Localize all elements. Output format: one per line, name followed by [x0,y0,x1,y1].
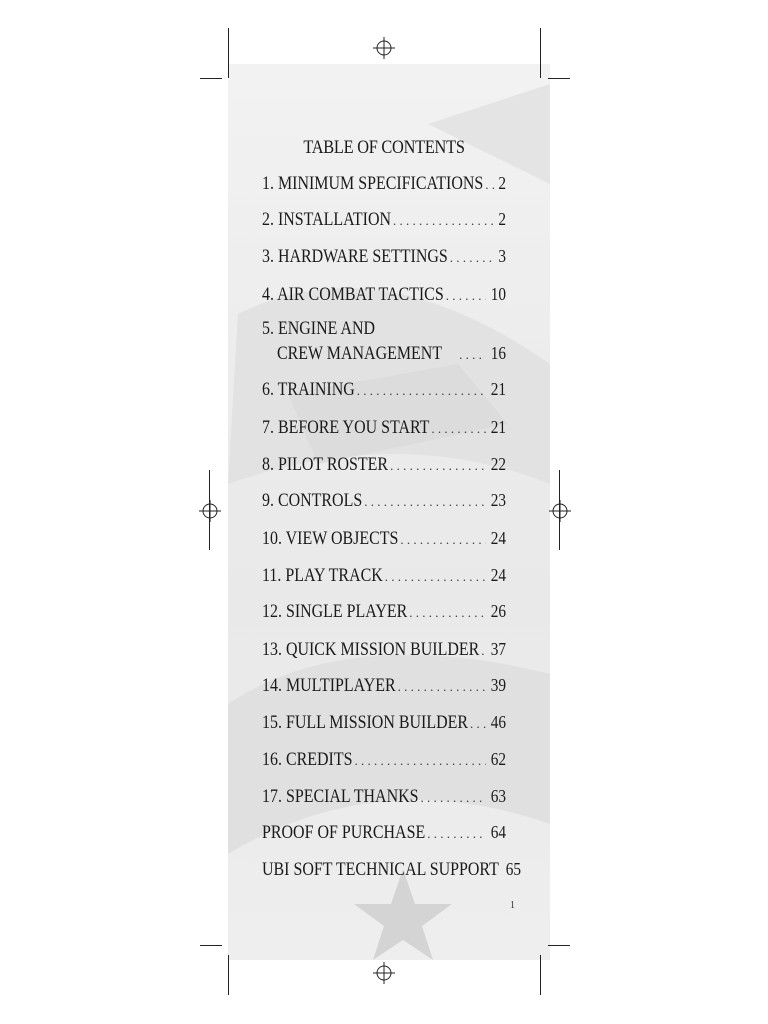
toc-entry-label: 17. SPECIAL THANKS [262,786,419,807]
page-number: 1 [510,900,515,911]
toc-entry [262,822,506,844]
toc-entry-label: PROOF OF PURCHASE [262,822,426,843]
crop-mark [228,955,229,995]
toc-entry-label: UBI SOFT TECHNICAL SUPPORT [262,859,499,880]
dot-leader [357,383,486,399]
toc-entry-label: 13. QUICK MISSION BUILDER [262,639,480,660]
dot-leader [364,494,486,510]
dot-leader [390,458,486,474]
toc-entry-page: 39 [490,675,506,695]
toc-entry-page: 63 [490,786,506,806]
crop-mark [200,945,222,946]
toc-entry [262,490,506,512]
toc-entry-page: 21 [490,417,506,437]
toc-entry-page: 2 [498,173,506,193]
registration-mark-icon [549,500,571,522]
crop-mark [548,78,570,79]
toc-entry [262,246,506,268]
toc-entry [262,675,506,697]
toc-entry [262,343,506,365]
toc-entry [262,209,506,231]
toc-entry-label: 10. VIEW OBJECTS [262,528,399,549]
dot-leader [450,250,495,266]
toc-entry-label: 9. CONTROLS [262,490,363,511]
toc-entry-label: 7. BEFORE YOU START [262,417,430,438]
registration-mark-icon [373,37,395,59]
dot-leader [431,421,486,437]
dot-leader [470,716,486,732]
toc-entry [262,712,506,734]
toc-entry-label: CREW MANAGEMENT [277,343,443,364]
toc-entry-label: 1. MINIMUM SPECIFICATIONS [262,173,484,194]
toc-entry-page: 26 [490,601,506,621]
toc-entry-label: 16. CREDITS [262,749,353,770]
dot-leader [481,643,486,659]
toc-entry [262,454,506,476]
dot-leader [421,790,486,806]
toc-entry-page: 21 [490,379,506,399]
toc-entry-label: 6. TRAINING [262,379,355,400]
toc-entry [262,379,506,401]
dot-leader [446,288,486,304]
toc-entry-page: 62 [490,749,506,769]
toc-entry-label: 14. MULTIPLAYER [262,675,396,696]
crop-mark [540,955,541,995]
dot-leader [354,753,486,769]
toc-entry [262,786,506,808]
crop-mark [200,78,222,79]
toc-entry-page: 64 [490,822,506,842]
toc-entry [262,601,506,623]
toc-entry-label: 15. FULL MISSION BUILDER [262,712,469,733]
toc-entry [262,639,506,661]
toc-entry-label: 2. INSTALLATION [262,209,392,230]
toc-entry [262,417,506,439]
crop-mark [209,470,210,550]
toc-entry [262,284,506,306]
toc-title: TABLE OF CONTENTS [303,137,465,158]
toc-entry-page: 2 [498,209,506,229]
toc-entry [262,749,506,771]
toc-entry-page: 16 [490,343,506,363]
registration-mark-icon [199,500,221,522]
dot-leader [385,569,486,585]
toc-entry-page: 24 [490,528,506,548]
crop-mark [548,945,570,946]
dot-leader [427,826,486,842]
toc-entry-label: 3. HARDWARE SETTINGS [262,246,448,267]
toc-entry [262,528,506,550]
toc-entry-page: 10 [490,284,506,304]
toc-entry-page: 37 [490,639,506,659]
dot-leader [398,679,486,695]
toc-entry-page: 22 [490,454,506,474]
toc-entry-label: 4. AIR COMBAT TACTICS [262,284,444,305]
toc-entry [262,859,521,881]
toc-entry [262,173,506,195]
toc-entry-page: 3 [498,246,506,266]
dot-leader [409,605,486,621]
crop-mark [540,28,541,78]
registration-mark-icon [373,962,395,984]
dot-leader [400,532,486,548]
toc-entry-label: 12. SINGLE PLAYER [262,601,408,622]
toc-entry-page: 24 [490,565,506,585]
toc-entry-label-line1: 5. ENGINE AND [262,318,376,339]
crop-mark [559,470,560,550]
dot-leader [459,347,486,363]
dot-leader [485,177,495,193]
toc-entry-page: 65 [505,859,521,879]
toc-entry-page: 46 [490,712,506,732]
dot-leader [393,213,495,229]
toc-entry [262,565,506,587]
toc-entry-label: 11. PLAY TRACK [262,565,383,586]
toc-entry-page: 23 [490,490,506,510]
toc-entry-label: 8. PILOT ROSTER [262,454,389,475]
star-insignia-icon [354,869,452,960]
crop-mark [228,28,229,78]
